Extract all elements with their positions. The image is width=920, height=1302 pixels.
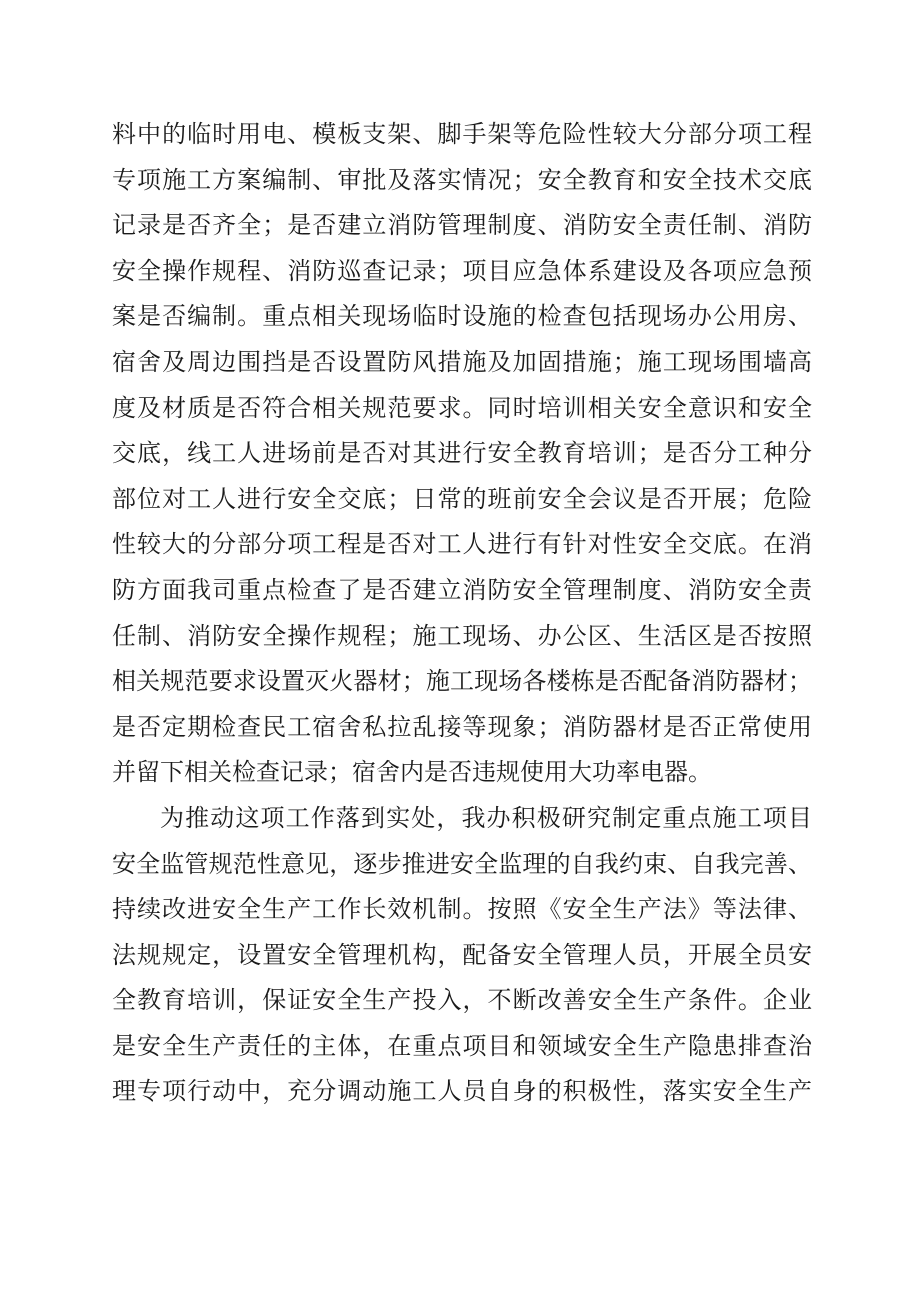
document-body <box>112 112 812 1115</box>
text-line: 全教育培训，保证安全生产投入，不断改善安全生产条件。企业 <box>112 986 812 1015</box>
text-line: 相关规范要求设置灭火器材；施工现场各楼栋是否配备消防器材； <box>112 667 812 696</box>
text-line: 任制、消防安全操作规程；施工现场、办公区、生活区是否按照 <box>112 621 812 650</box>
paragraph-2 <box>112 796 812 1115</box>
text-line: 防方面我司重点检查了是否建立消防安全管理制度、消防安全责 <box>112 575 812 604</box>
text-line: 宿舍及周边围挡是否设置防风措施及加固措施；施工现场围墙高 <box>112 347 812 376</box>
text-line: 法规规定，设置安全管理机构，配备安全管理人员，开展全员安 <box>112 940 812 969</box>
text-line: 是否定期检查民工宿舍私拉乱接等现象；消防器材是否正常使用 <box>112 712 812 741</box>
text-line: 度及材质是否符合相关规范要求。同时培训相关安全意识和安全 <box>112 393 812 422</box>
paragraph-1 <box>112 112 812 796</box>
text-line: 安全操作规程、消防巡查记录；项目应急体系建设及各项应急预 <box>112 256 812 285</box>
text-line: 是安全生产责任的主体，在重点项目和领域安全生产隐患排查治 <box>112 1031 812 1060</box>
text-line: 交底，线工人进场前是否对其进行安全教育培训；是否分工种分 <box>112 439 812 468</box>
text-line: 性较大的分部分项工程是否对工人进行有针对性安全交底。在消 <box>112 530 812 559</box>
text-line: 理专项行动中，充分调动施工人员自身的积极性，落实安全生产 <box>112 1077 812 1106</box>
text-line: 安全监管规范性意见，逐步推进安全监理的自我约束、自我完善、 <box>112 849 812 878</box>
text-line: 料中的临时用电、模板支架、脚手架等危险性较大分部分项工程 <box>112 120 812 148</box>
text-line: 为推动这项工作落到实处，我办积极研究制定重点施工项目 <box>160 803 812 832</box>
text-line: 专项施工方案编制、审批及落实情况；安全教育和安全技术交底 <box>112 165 812 194</box>
text-line: 案是否编制。重点相关现场临时设施的检查包括现场办公用房、 <box>112 302 812 331</box>
text-line: 并留下相关检查记录；宿舍内是否违规使用大功率电器。 <box>112 758 712 787</box>
text-line: 记录是否齐全；是否建立消防管理制度、消防安全责任制、消防 <box>112 211 812 240</box>
text-line: 部位对工人进行安全交底；日常的班前安全会议是否开展；危险 <box>112 484 812 513</box>
text-line: 持续改进安全生产工作长效机制。按照《安全生产法》等法律、 <box>112 895 812 924</box>
